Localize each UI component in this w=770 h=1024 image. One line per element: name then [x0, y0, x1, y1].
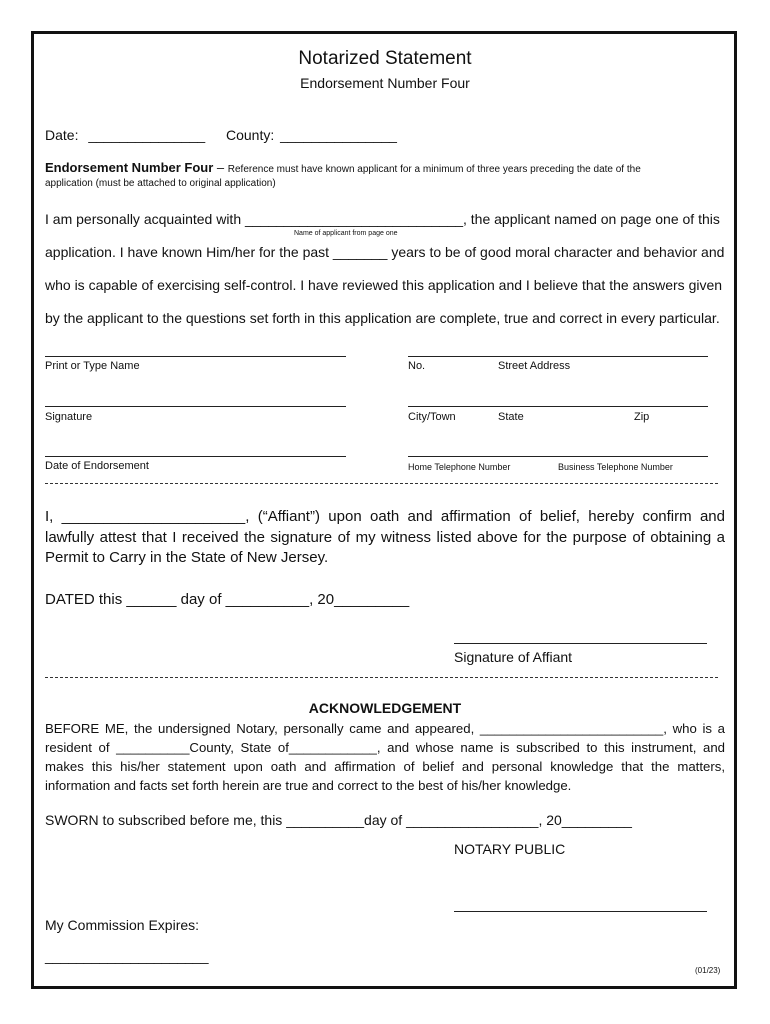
no-label: No.	[408, 360, 426, 372]
commission-expires-label: My Commission Expires:	[45, 917, 200, 933]
date-blank: _______________	[88, 127, 206, 143]
document-title: Notarized Statement	[298, 48, 472, 69]
city-state-zip-line[interactable]	[408, 406, 708, 407]
signature-affiant-label: Signature of Affiant	[454, 649, 573, 665]
form-code: (01/23)	[695, 966, 721, 975]
date-label: Date:	[45, 127, 79, 143]
acknowledgement-paragraph: BEFORE ME, the undersigned Notary, personally came and appeared, _________________________, who is a resident of __________County, State of____________, and whose name is subscribed to this instrument, and makes this his/her statement upon oath and affirmation of belief and personal knowledge that the matters, information and facts set forth herein are true and correct to the best of his/her knowledge.	[45, 721, 725, 793]
county-label: County:	[226, 127, 275, 143]
county-field[interactable]	[226, 127, 397, 143]
print-name-line[interactable]	[45, 356, 346, 357]
business-phone-label: Business Telephone Number	[558, 462, 673, 472]
commission-expires-blank[interactable]: _____________________	[45, 948, 209, 964]
para1-line4: by the applicant to the questions set forth in this application are complete, true and correct in every particular.	[45, 310, 720, 326]
notary-public-label: NOTARY PUBLIC	[454, 841, 566, 857]
city-label: City/Town	[408, 411, 456, 423]
endorsement-note: Reference must have known applicant for a minimum of three years preceding the date of the	[227, 164, 641, 175]
acknowledgement-heading: ACKNOWLEDGEMENT	[308, 700, 462, 716]
signature-label: Signature	[45, 411, 93, 423]
endorsement-note-line2: application (must be attached to original application)	[45, 178, 276, 189]
signature-line[interactable]	[45, 406, 346, 407]
street-address-label: Street Address	[498, 360, 571, 372]
date-field[interactable]	[45, 127, 205, 143]
section-divider-2	[45, 677, 718, 678]
document-subtitle: Endorsement Number Four	[300, 75, 470, 91]
acquaintance-line	[45, 211, 725, 227]
date-endorsement-line[interactable]	[45, 456, 346, 457]
section-divider-1	[45, 483, 718, 484]
county-blank: _______________	[280, 127, 397, 143]
endorsement-note-line1	[45, 160, 641, 175]
applicant-name-hint: Name of applicant from page one	[294, 230, 398, 237]
street-address-line[interactable]	[408, 356, 708, 357]
applicant-name-blank[interactable]: ____________________________	[245, 211, 464, 227]
endorsement-heading: Endorsement Number Four	[45, 160, 214, 175]
notary-signature-line[interactable]	[454, 911, 707, 912]
print-name-label: Print or Type Name	[45, 360, 140, 372]
affiant-paragraph: I, ______________________, (“Affiant”) upon oath and affirmation of belief, hereby confirm and lawfully attest that I received the signature of my witness listed above for the purpose of obtaining a Permit to Carry in the State of New Jersey.	[45, 508, 725, 566]
state-label: State	[498, 411, 524, 423]
acquaintance-text-a: I am personally acquainted with	[45, 211, 242, 227]
telephone-line[interactable]	[408, 456, 708, 457]
para1-line3: who is capable of exercising self-control. I have reviewed this application and I believe that the answers given	[45, 277, 723, 293]
acquaintance-text-b: , the applicant named on page one of this	[463, 211, 720, 227]
dated-line: DATED this ______ day of __________, 20_________	[45, 591, 410, 608]
sworn-line: SWORN to subscribed before me, this __________day of _________________, 20_________	[45, 812, 632, 828]
zip-label: Zip	[634, 411, 650, 423]
para1-line2: application. I have known Him/her for the past _______ years to be of good moral character and behavior and	[45, 244, 725, 260]
date-endorsement-label: Date of Endorsement	[45, 460, 149, 472]
home-phone-label: Home Telephone Number	[408, 462, 511, 472]
signature-affiant-line[interactable]	[454, 643, 707, 644]
endorsement-dash: –	[213, 160, 228, 175]
